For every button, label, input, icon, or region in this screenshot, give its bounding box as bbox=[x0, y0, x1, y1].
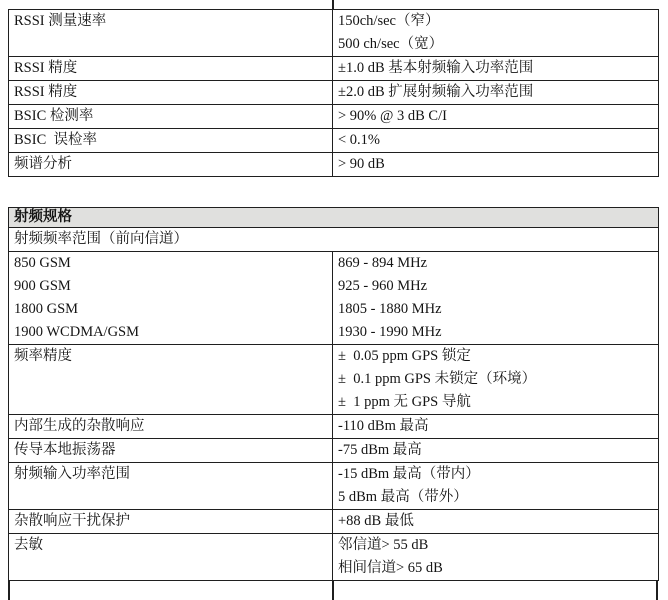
text-line: BSIC 误检率 bbox=[14, 132, 97, 148]
text-line: ± 0.1 ppm GPS 未锁定（环境） bbox=[338, 371, 537, 387]
text-line: 850 GSM bbox=[14, 255, 71, 271]
spec-value-cell bbox=[333, 463, 659, 510]
text-line: 5 dBm 最高（带外） bbox=[338, 489, 468, 505]
text-line: 150ch/sec（窄） bbox=[338, 13, 440, 29]
text-line: 900 GSM bbox=[14, 278, 71, 294]
spec-row bbox=[9, 345, 659, 415]
text-line: > 90 dB bbox=[338, 156, 385, 172]
text-line: -110 dBm 最高 bbox=[338, 418, 429, 434]
text-line: 1900 WCDMA/GSM bbox=[14, 324, 140, 340]
rssi-spec-table bbox=[8, 9, 659, 177]
spec-label-cell bbox=[9, 510, 333, 534]
full-width-row bbox=[9, 228, 659, 252]
spec-value-cell bbox=[333, 510, 659, 534]
spec-row bbox=[9, 81, 659, 105]
spec-label-cell bbox=[9, 153, 333, 177]
spec-row bbox=[9, 252, 659, 345]
spec-label-cell bbox=[9, 534, 333, 581]
text-line: > 90% @ 3 dB C/I bbox=[338, 108, 447, 124]
text-line: 去敏 bbox=[14, 537, 43, 553]
text-line: ±1.0 dB 基本射频输入功率范围 bbox=[338, 60, 534, 76]
text-line: 频率精度 bbox=[14, 348, 72, 364]
spec-label-cell bbox=[9, 10, 333, 57]
spec-value-cell bbox=[333, 57, 659, 81]
spec-label-cell bbox=[9, 463, 333, 510]
text-line: 1805 - 1880 MHz bbox=[338, 301, 442, 317]
rssi-spec-table-wrap bbox=[8, 9, 659, 177]
text-line: 邻信道> 55 dB bbox=[338, 537, 429, 553]
spec-value-cell bbox=[333, 534, 659, 581]
spec-value-cell bbox=[333, 415, 659, 439]
text-line: RSSI 精度 bbox=[14, 60, 78, 76]
text-line: 1800 GSM bbox=[14, 301, 79, 317]
text-line: -75 dBm 最高 bbox=[338, 442, 422, 458]
text-line: ± 0.05 ppm GPS 锁定 bbox=[338, 348, 471, 364]
rf-spec-table-wrap bbox=[8, 207, 659, 581]
text-line: ± 1 ppm 无 GPS 导航 bbox=[338, 394, 471, 410]
spec-row bbox=[9, 129, 659, 153]
rf-spec-table bbox=[8, 207, 659, 581]
spec-value-cell bbox=[333, 252, 659, 345]
spec-value-cell bbox=[333, 10, 659, 57]
section-header-cell: 射频规格 bbox=[9, 208, 659, 228]
text-line: RSSI 测量速率 bbox=[14, 13, 107, 29]
text-line: 500 ch/sec（宽） bbox=[338, 36, 444, 52]
text-line: 1930 - 1990 MHz bbox=[338, 324, 442, 340]
spec-row bbox=[9, 105, 659, 129]
text-line: RSSI 精度 bbox=[14, 84, 78, 100]
text-line: +88 dB 最低 bbox=[338, 513, 414, 529]
spec-row bbox=[9, 153, 659, 177]
spec-value-cell bbox=[333, 81, 659, 105]
spec-row bbox=[9, 463, 659, 510]
text-line: 相间信道> 65 dB bbox=[338, 560, 443, 576]
text-line: 内部生成的杂散响应 bbox=[14, 418, 145, 434]
spec-value-cell bbox=[333, 129, 659, 153]
spec-row bbox=[9, 10, 659, 57]
spec-label-cell bbox=[9, 439, 333, 463]
spec-label-cell bbox=[9, 57, 333, 81]
section-header-row bbox=[9, 208, 659, 228]
text-line: -15 dBm 最高（带内） bbox=[338, 466, 480, 482]
spec-row bbox=[9, 439, 659, 463]
spec-row bbox=[9, 57, 659, 81]
spec-value-cell bbox=[333, 439, 659, 463]
text-line: BSIC 检测率 bbox=[14, 108, 94, 124]
text-line: 869 - 894 MHz bbox=[338, 255, 428, 271]
spec-label-cell bbox=[9, 81, 333, 105]
spec-row bbox=[9, 534, 659, 581]
text-line: 射频输入功率范围 bbox=[14, 466, 130, 482]
text-line: ±2.0 dB 扩展射频输入功率范围 bbox=[338, 84, 534, 100]
spec-label-cell bbox=[9, 252, 333, 345]
spec-label-cell bbox=[9, 129, 333, 153]
spec-label-cell bbox=[9, 415, 333, 439]
spec-row bbox=[9, 510, 659, 534]
spec-label-cell bbox=[9, 345, 333, 415]
frequency-range-row-cell: 射频频率范围（前向信道） bbox=[9, 228, 659, 252]
text-line: 传导本地振荡器 bbox=[14, 442, 116, 458]
text-line: < 0.1% bbox=[338, 132, 381, 148]
spec-value-cell bbox=[333, 345, 659, 415]
spec-value-cell bbox=[333, 105, 659, 129]
text-line: 频谱分析 bbox=[14, 156, 72, 172]
spec-value-cell bbox=[333, 153, 659, 177]
text-line: 杂散响应干扰保护 bbox=[14, 513, 130, 529]
text-line: 925 - 960 MHz bbox=[338, 278, 428, 294]
spec-label-cell bbox=[9, 105, 333, 129]
spec-row bbox=[9, 415, 659, 439]
